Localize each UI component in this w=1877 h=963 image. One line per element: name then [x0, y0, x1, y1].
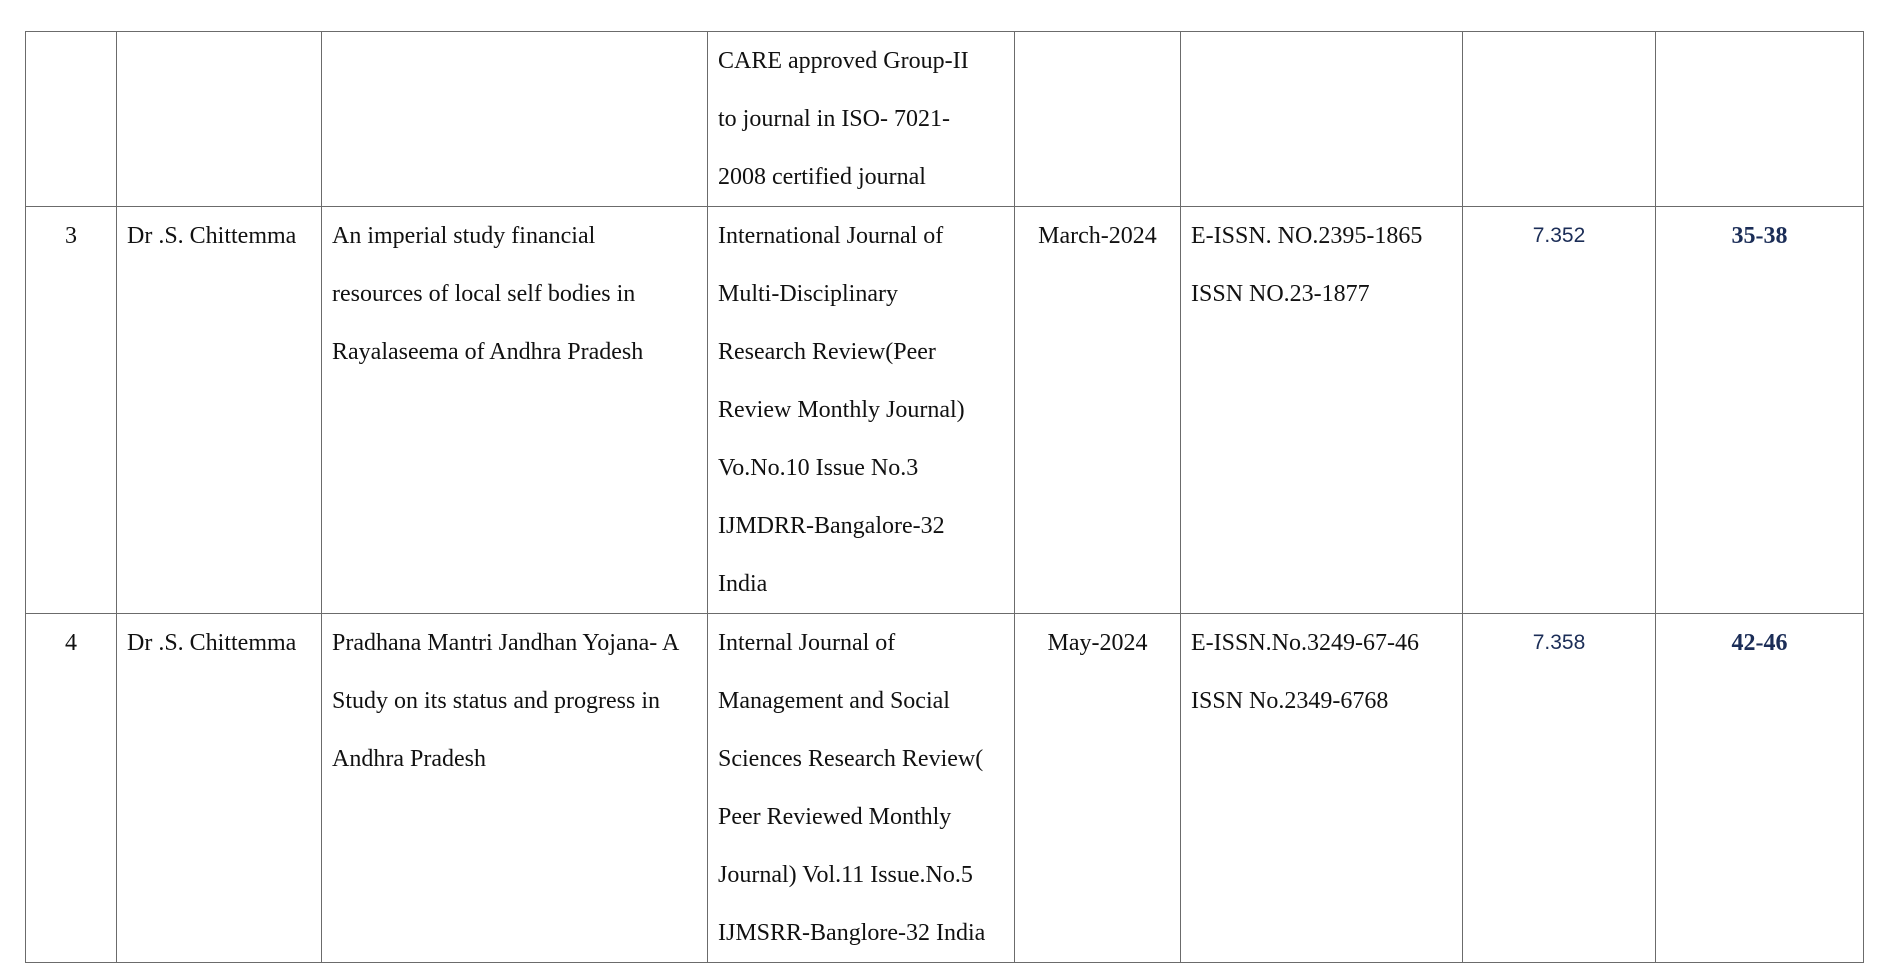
- issn-line: E-ISSN.No.3249-67-46: [1191, 630, 1419, 656]
- author-cell: [117, 32, 322, 207]
- journal-cell: [708, 32, 1015, 207]
- pages-cell: [1656, 32, 1864, 207]
- journal-line: IJMSRR-Banglore-32 India: [718, 920, 986, 946]
- title-cell: [322, 614, 708, 963]
- issn-cell: [1181, 614, 1463, 963]
- issn-line: E-ISSN. NO.2395-1865: [1191, 223, 1423, 249]
- title-cell: [322, 32, 708, 207]
- title-line: An imperial study financial: [332, 223, 596, 249]
- journal-line: International Journal of: [718, 223, 944, 249]
- journal-line: Review Monthly Journal): [718, 397, 965, 423]
- journal-line: Internal Journal of: [718, 630, 896, 656]
- issn-cell: [1181, 207, 1463, 614]
- journal-line: to journal in ISO- 7021-: [718, 106, 950, 132]
- serial-number-cell: [26, 32, 117, 207]
- date-cell: May-2024: [1015, 614, 1181, 963]
- serial-number-cell: 4: [26, 614, 117, 963]
- issn-line: ISSN NO.23-1877: [1191, 281, 1370, 307]
- impact-factor-cell: 7.358: [1463, 614, 1656, 963]
- title-line: Rayalaseema of Andhra Pradesh: [332, 339, 644, 365]
- title-line: resources of local self bodies in: [332, 281, 636, 307]
- date-cell: [1015, 32, 1181, 207]
- journal-line: Journal) Vol.11 Issue.No.5: [718, 862, 973, 888]
- title-line: Pradhana Mantri Jandhan Yojana- A: [332, 630, 680, 656]
- journal-line: Multi-Disciplinary: [718, 281, 898, 307]
- publications-table: [25, 31, 1864, 963]
- table-row: [26, 32, 1864, 207]
- journal-line: Management and Social: [718, 688, 950, 714]
- table-row: [26, 614, 1864, 963]
- author-cell: Dr .S. Chittemma: [117, 207, 322, 614]
- journal-line: IJMDRR-Bangalore-32: [718, 513, 945, 539]
- date-cell: March-2024: [1015, 207, 1181, 614]
- title-cell: [322, 207, 708, 614]
- issn-cell: [1181, 32, 1463, 207]
- journal-cell: [708, 614, 1015, 963]
- journal-line: Vo.No.10 Issue No.3: [718, 455, 919, 481]
- pages-cell: 35-38: [1656, 207, 1864, 614]
- serial-number-cell: 3: [26, 207, 117, 614]
- title-line: Study on its status and progress in: [332, 688, 660, 714]
- journal-line: 2008 certified journal: [718, 164, 926, 190]
- journal-line: India: [718, 571, 768, 597]
- title-line: Andhra Pradesh: [332, 746, 486, 772]
- issn-line: ISSN No.2349-6768: [1191, 688, 1389, 714]
- journal-line: Peer Reviewed Monthly: [718, 804, 952, 830]
- journal-line: Sciences Research Review(: [718, 746, 984, 772]
- table-row: [26, 207, 1864, 614]
- journal-line: Research Review(Peer: [718, 339, 936, 365]
- author-cell: Dr .S. Chittemma: [117, 614, 322, 963]
- journal-cell: [708, 207, 1015, 614]
- journal-line: CARE approved Group-II: [718, 48, 969, 74]
- pages-cell: 42-46: [1656, 614, 1864, 963]
- impact-factor-cell: [1463, 32, 1656, 207]
- impact-factor-cell: 7.352: [1463, 207, 1656, 614]
